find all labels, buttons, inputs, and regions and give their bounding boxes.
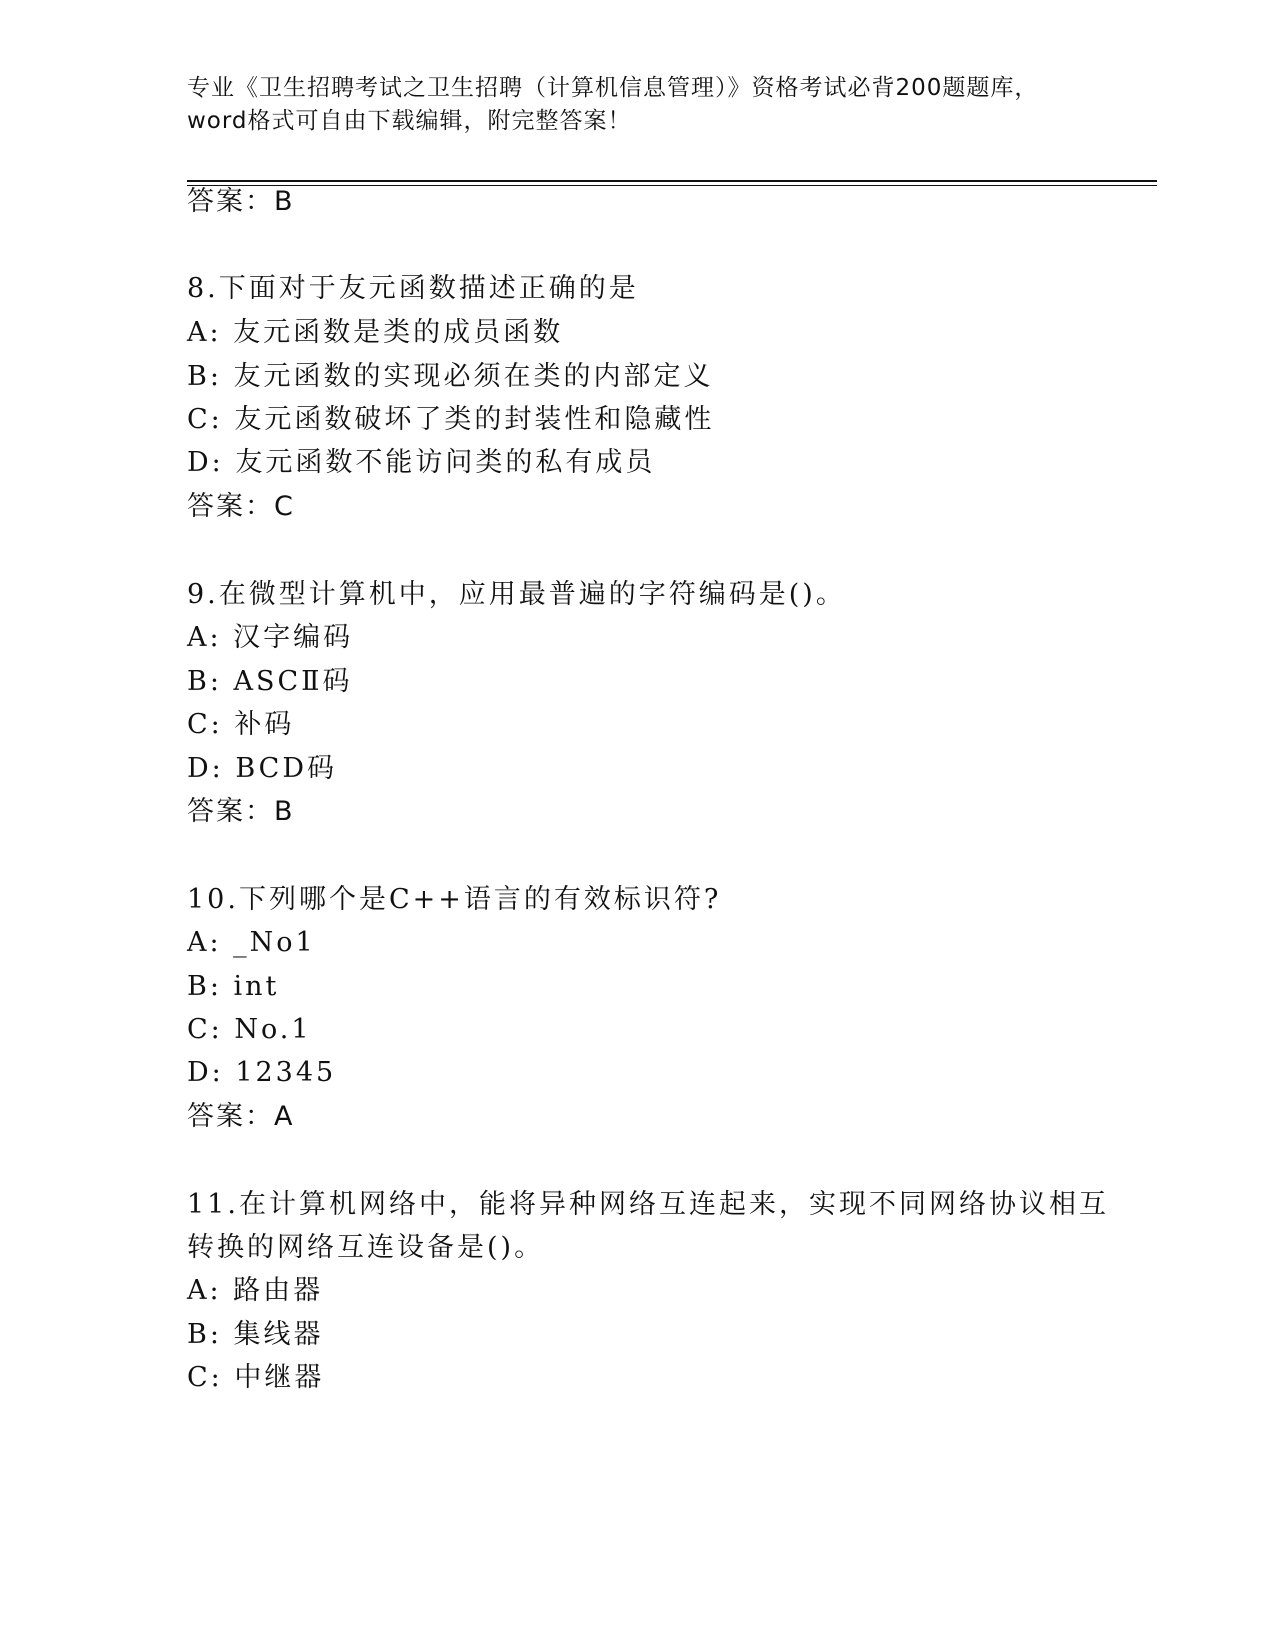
header-divider-thin xyxy=(187,185,1157,186)
question-8-option-a: A: 友元函数是类的成员函数 xyxy=(187,317,564,348)
question-11-stem-line-1: 11.在计算机网络中，能将异种网络互连起来，实现不同网络协议相互 xyxy=(187,1189,1109,1220)
question-9-option-b: B: ASCⅡ码 xyxy=(187,666,353,697)
question-9-option-c: C: 补码 xyxy=(187,709,295,740)
document-header xyxy=(187,72,1087,138)
question-8-option-d: D: 友元函数不能访问类的私有成员 xyxy=(187,447,656,478)
answer-previous: 答案：B xyxy=(187,186,295,217)
question-10-option-c: C: No.1 xyxy=(187,1014,312,1045)
question-9-answer: 答案：B xyxy=(187,796,295,827)
question-9-stem: 9.在微型计算机中，应用最普遍的字符编码是()。 xyxy=(187,579,846,610)
question-11-stem-line-2: 转换的网络互连设备是()。 xyxy=(187,1232,545,1263)
header-divider-thick xyxy=(187,180,1157,182)
question-10-answer: 答案：A xyxy=(187,1101,295,1132)
question-9-option-d: D: BCD码 xyxy=(187,753,337,784)
question-11-option-a: A: 路由器 xyxy=(187,1275,324,1306)
header-title-line-1: 专业《卫生招聘考试之卫生招聘（计算机信息管理）》资格考试必背200题题库， xyxy=(187,75,1039,101)
question-8-answer: 答案：C xyxy=(187,491,295,522)
question-10-option-d: D: 12345 xyxy=(187,1057,337,1088)
question-11-option-b: B: 集线器 xyxy=(187,1319,324,1350)
question-11-option-c: C: 中继器 xyxy=(187,1362,325,1393)
question-10-option-a: A: _No1 xyxy=(187,927,316,958)
question-8-option-b: B: 友元函数的实现必须在类的内部定义 xyxy=(187,361,714,392)
question-10-stem: 10.下列哪个是C++语言的有效标识符? xyxy=(187,884,722,915)
question-10-option-b: B: int xyxy=(187,971,280,1002)
question-9-option-a: A: 汉字编码 xyxy=(187,622,354,653)
question-8-stem: 8.下面对于友元函数描述正确的是 xyxy=(187,273,639,304)
header-title-line-2: word格式可自由下载编辑，附完整答案！ xyxy=(187,108,632,134)
question-8-option-c: C: 友元函数破坏了类的封装性和隐藏性 xyxy=(187,404,715,435)
